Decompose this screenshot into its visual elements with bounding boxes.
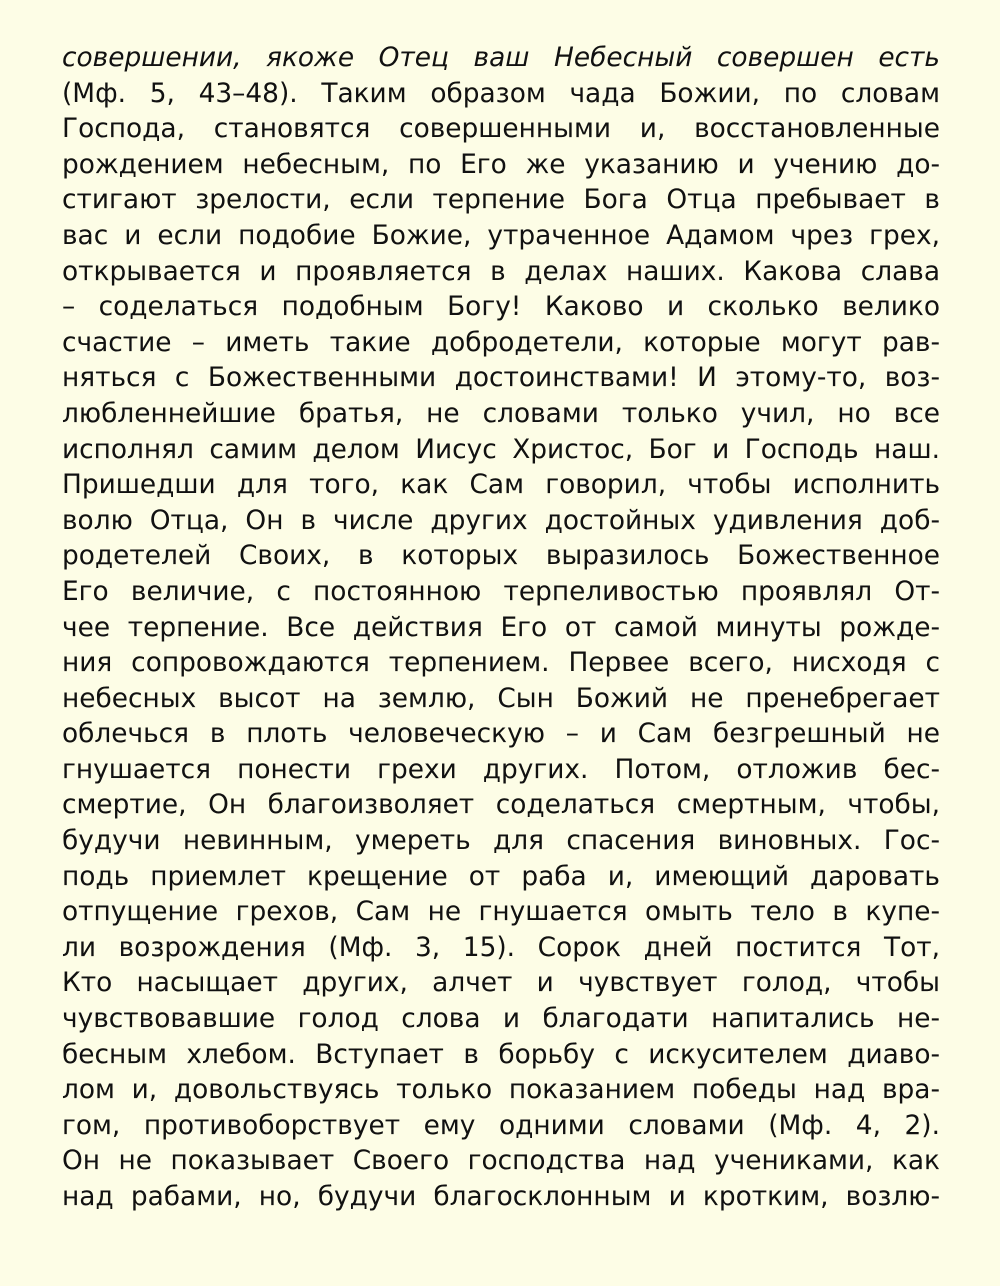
text-line: ли возрождения (Мф. 3, 15). Сорок дней постится Тот, [62,931,940,963]
text-line: волю Отца, Он в числе других достойных удивления доб- [62,504,940,536]
text-line: Он не показывает Своего господства над учениками, как [62,1145,940,1177]
text-line: небесных высот на землю, Сын Божий не пренебрегает [62,682,940,714]
document-page [62,40,940,1215]
text-line: Пришедши для того, как Сам говорил, чтобы исполнить [62,469,940,501]
text-line: стигают зрелости, если терпение Бога Отца пребывает в [62,184,940,216]
text-line: счастие – иметь такие добродетели, которые могут рав- [62,326,940,358]
text-line: смертие, Он благоизволяет соделаться смертным, чтобы, [62,789,940,821]
text-line: гом, противоборствует ему одними словами (Мф. 4, 2). [62,1109,940,1141]
text-line: отпущение грехов, Сам не гнушается омыть тело в купе- [62,896,940,928]
text-line: гнушается понести грехи других. Потом, отложив бес- [62,753,940,785]
text-line: родетелей Своих, в которых выразилось Божественное [62,540,940,572]
text-line: облечься в плоть человеческую – и Сам безгрешный не [62,718,940,750]
text-line: совершении, якоже Отец ваш Небесный совершен есть [62,42,940,73]
text-line: Его величие, с постоянною терпеливостью проявлял От- [62,575,940,607]
text-line: чее терпение. Все действия Его от самой минуты рожде- [62,611,940,643]
text-line: подь приемлет крещение от раба и, имеющий даровать [62,860,940,892]
text-line: чувствовавшие голод слова и благодати напитались не- [62,1003,940,1035]
text-line: Господа, становятся совершенными и, восстановленные [62,113,940,145]
text-line: – соделаться подобным Богу! Каково и сколько велико [62,291,940,323]
text-line: исполнял самим делом Иисус Христос, Бог и Господь наш. [62,433,940,465]
text-line: открывается и проявляется в делах наших. Какова слава [62,255,940,287]
text-line: ния сопровождаются терпением. Первее всего, нисходя с [62,647,940,679]
text-line: Кто насыщает других, алчет и чувствует голод, чтобы [62,967,940,999]
text-line: лом и, довольствуясь только показанием победы над вра- [62,1074,940,1106]
text-line: (Мф. 5, 43–48). Таким образом чада Божии, по словам [62,77,940,109]
text-line: няться с Божественными достоинствами! И этому-то, воз- [62,362,940,394]
text-line: бесным хлебом. Вступает в борьбу с искусителем диаво- [62,1038,940,1070]
text-line: любленнейшие братья, не словами только учил, но все [62,397,940,429]
text-line: над рабами, но, будучи благосклонным и кротким, возлю- [62,1181,940,1212]
text-line: рождением небесным, по Его же указанию и учению до- [62,148,940,180]
text-line: вас и если подобие Божие, утраченное Адамом чрез грех, [62,219,940,251]
text-line: будучи невинным, умереть для спасения виновных. Гос- [62,825,940,857]
